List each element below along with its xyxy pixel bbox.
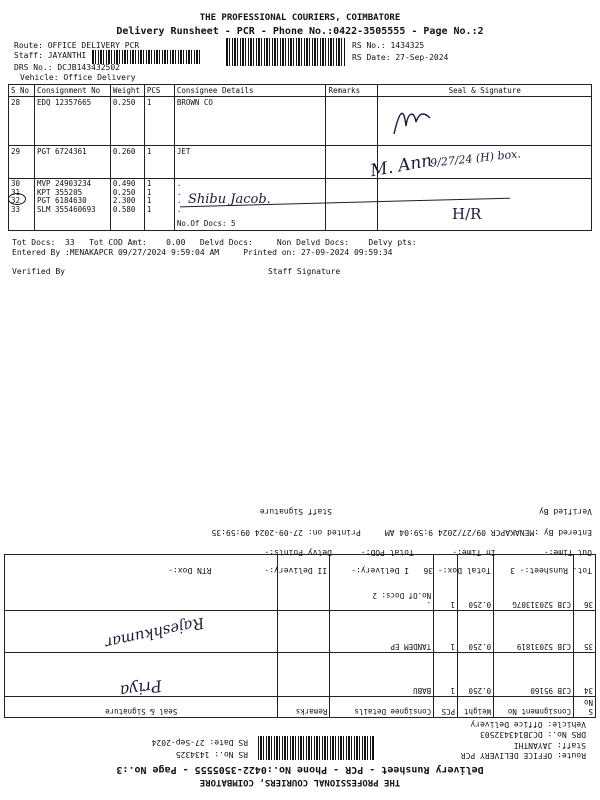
runsheet-page-3 xyxy=(0,400,600,800)
col-seal-signature: Seal & Signature xyxy=(378,85,592,97)
consignment-table xyxy=(4,554,596,718)
table-row xyxy=(5,555,596,611)
row-pcs: 1 xyxy=(144,97,174,146)
circle-mark xyxy=(8,193,26,205)
col-consignee: Consignee Details xyxy=(330,697,434,718)
row-sno: 36 xyxy=(574,555,596,611)
verified-by-label: Verified By xyxy=(539,507,592,516)
rs-number: RS No.: 1434325 xyxy=(175,750,248,759)
company-name: THE PROFESSIONAL COURIERS, COIMBATORE xyxy=(199,13,401,23)
drs-number: DRS No.: DCJB143432503 xyxy=(480,730,586,739)
row-sno: 29 xyxy=(9,146,35,179)
table-header-row xyxy=(5,697,596,718)
table-row xyxy=(5,653,596,697)
times-line: Out Time:- In Time:- Total POD:- Delvy Points:- xyxy=(264,548,592,557)
row-pcs: 1 xyxy=(146,196,152,205)
drs-number: DRS No.: DCJB143432502 xyxy=(14,63,120,72)
row-pcs: 1 xyxy=(434,555,458,611)
row-pcs: 1 xyxy=(144,146,174,179)
row-consignee: . xyxy=(176,187,182,197)
row-sno: 35 xyxy=(574,611,596,653)
col-weight: Weight xyxy=(458,697,494,718)
row-consignee: . xyxy=(176,204,182,214)
row-remarks xyxy=(326,179,378,231)
handwritten-name: Shibu Jacob. xyxy=(188,192,271,207)
route-label: Route: OFFICE DELIVERY PCR xyxy=(460,751,586,760)
row-consignee: . xyxy=(176,179,182,188)
barcode-rs xyxy=(226,38,346,66)
col-remarks: Remarks xyxy=(278,697,330,718)
row-cn-stack xyxy=(34,179,110,231)
totals-line: Tot. Runsheet:- 3 Total Dox:- 36 I Delivery:- II Delivery:- RTN Dox:- xyxy=(168,566,592,575)
row-remarks xyxy=(278,555,330,611)
entered-by-line: Entered By :MENAKAPCR 09/27/2024 9:59:04 AM Printed on: 27-09-2024 09:59:34 xyxy=(12,248,393,257)
row-weight: 0.250 xyxy=(110,97,144,146)
table-row xyxy=(9,97,592,146)
row-consignee-cell xyxy=(330,555,434,611)
row-consignment-no: EDQ 12357665 xyxy=(34,97,110,146)
row-consignment-no: CJB 95160 xyxy=(494,653,574,697)
row-consignment-no: PGT 6184630 xyxy=(36,196,87,205)
row-consignment-no: CJB 52031819 xyxy=(494,611,574,653)
rs-date: RS Date: 27-Sep-2024 xyxy=(151,738,248,747)
row-sno: 34 xyxy=(574,653,596,697)
row-wt-stack xyxy=(110,179,144,231)
row-consignment-no: MVP 24903234 xyxy=(36,179,92,188)
barcode-rs xyxy=(256,736,374,760)
row-sno: 32 xyxy=(11,196,21,205)
row-pcs-stack xyxy=(144,179,174,231)
handwritten-signature: Priya xyxy=(118,676,164,701)
col-weight: Weight xyxy=(110,85,144,97)
rs-number: RS No.: 1434325 xyxy=(352,41,425,50)
col-sno: S No xyxy=(9,85,35,97)
row-consignment-no: KPT 355205 xyxy=(36,187,83,197)
staff-label: Staff: JAYANTHI xyxy=(14,51,87,60)
col-pcs: PCS xyxy=(144,85,174,97)
row-sno: 30 xyxy=(11,179,21,188)
row-sno: 33 xyxy=(11,204,21,214)
row-consignee: JET xyxy=(174,146,326,179)
staff-label: Staff: JAYANTHI xyxy=(513,741,586,750)
row-signature xyxy=(5,555,278,611)
runsheet-title: Delivery Runsheet - PCR - Phone No.:0422-3505555 - Page No.:3 xyxy=(116,764,484,775)
row-pcs: 1 xyxy=(146,187,152,197)
row-consignee: TANDEM EP xyxy=(330,611,434,653)
route-label: Route: OFFICE DELIVERY PCR xyxy=(14,41,140,50)
handwritten-signature: M. Ann xyxy=(368,150,434,182)
barcode-drs xyxy=(92,50,200,64)
row-consignee: BROWN CO xyxy=(174,97,326,146)
row-weight: 0.490 xyxy=(112,179,136,188)
row-consignee: BABU xyxy=(330,653,434,697)
verified-by-label: Verified By xyxy=(12,267,65,276)
no-of-docs: No.Of Docs: 5 xyxy=(176,219,236,228)
row-weight: 0.250 xyxy=(112,187,136,197)
company-name: THE PROFESSIONAL COURIERS, COIMBATORE xyxy=(199,777,401,787)
rs-date: RS Date: 27-Sep-2024 xyxy=(352,53,449,62)
row-remarks xyxy=(278,611,330,653)
col-seal-signature: Seal & Signature xyxy=(5,697,278,718)
col-consignment: Consignment No xyxy=(494,697,574,718)
staff-signature-label: Staff Signature xyxy=(259,507,332,516)
row-weight: 0.250 xyxy=(458,555,494,611)
row-weight: 0.250 xyxy=(458,611,494,653)
no-of-docs: No.Of Docs: 2 xyxy=(372,591,432,600)
row-consignment-no: SLM 355460693 xyxy=(36,204,96,214)
handwritten-hr: H/R xyxy=(452,205,482,223)
row-pcs: 1 xyxy=(146,204,152,214)
row-weight: 0.260 xyxy=(110,146,144,179)
col-remarks: Remarks xyxy=(326,85,378,97)
table-row xyxy=(5,611,596,653)
col-consignee: Consignee Details xyxy=(174,85,326,97)
row-weight: 0.250 xyxy=(458,653,494,697)
row-sno: 28 xyxy=(9,97,35,146)
row-consignee: . xyxy=(176,196,182,205)
row-pcs: 1 xyxy=(434,611,458,653)
row-pcs: 1 xyxy=(434,653,458,697)
row-signature xyxy=(378,179,592,231)
vehicle-label: Vehicle: Office Delivery xyxy=(470,720,586,729)
row-remarks xyxy=(278,653,330,697)
signature-scribble-1 xyxy=(390,104,434,140)
row-pcs: 1 xyxy=(146,179,152,188)
staff-signature-label: Staff Signature xyxy=(268,267,341,276)
row-consignment-no: PGT 6724361 xyxy=(34,146,110,179)
row-weight: 2.300 xyxy=(112,196,136,205)
col-pcs: PCS xyxy=(434,697,458,718)
row-weight: 0.580 xyxy=(112,204,136,214)
totals-line: Tot Docs: 33 Tot COD Amt: 0.00 Delvd Docs: Non Delvd Docs: Delvy pts: xyxy=(12,238,417,247)
handwritten-note: 9/27/24 (H) box. xyxy=(429,147,522,170)
table-row-group xyxy=(9,179,592,231)
col-sno: S No xyxy=(574,697,596,718)
row-consignment-no: CJB 52031307G xyxy=(494,555,574,611)
col-consignment: Consignment No xyxy=(34,85,110,97)
row-remarks xyxy=(326,97,378,146)
vehicle-label: Vehicle: Office Delivery xyxy=(20,73,136,82)
runsheet-title: Delivery Runsheet - PCR - Phone No.:0422-3505555 - Page No.:2 xyxy=(116,26,484,37)
row-consignee: . xyxy=(426,600,432,609)
entered-by-line: Entered By :MENAKAPCR 09/27/2024 9:59:04 AM Printed on: 27-09-2024 09:59:35 xyxy=(211,528,592,537)
table-header-row xyxy=(9,85,592,97)
row-sno: 31 xyxy=(11,187,21,197)
handwritten-signature: Rajeshkumar xyxy=(103,613,206,653)
